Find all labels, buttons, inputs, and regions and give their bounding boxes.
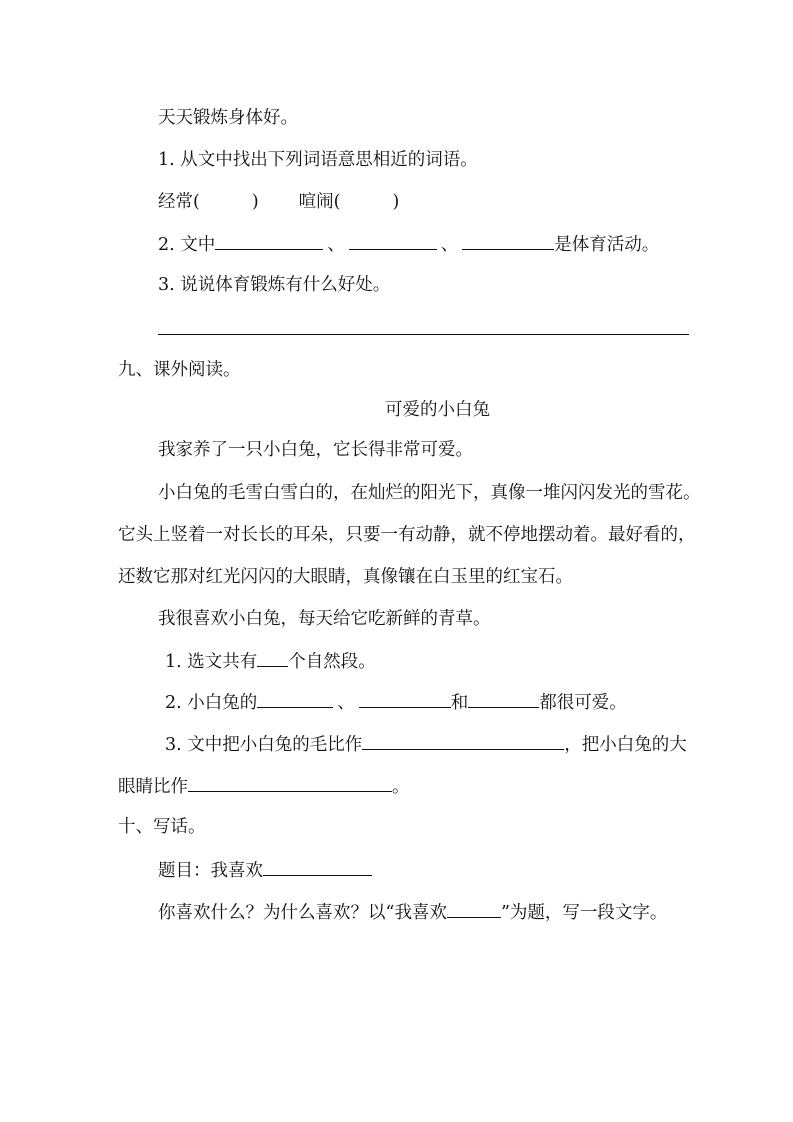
and-word: 和 <box>450 693 469 713</box>
answer-line[interactable] <box>158 334 689 335</box>
rq1-suffix: 个自然段。 <box>288 652 376 672</box>
rq2-prefix: 2. 小白兔的 <box>165 693 258 713</box>
answer-blank[interactable] <box>349 231 437 250</box>
separator: 、 <box>327 235 345 255</box>
section-10-heading: 十、写话。 <box>118 817 206 837</box>
question-1-items <box>158 190 399 214</box>
word-1: 经常( <box>158 192 200 212</box>
topic-blank[interactable] <box>263 857 372 876</box>
reading-question-2 <box>165 689 627 713</box>
writing-prompt <box>158 899 667 923</box>
answer-blank[interactable] <box>188 773 392 792</box>
topic-prefix: 题目：我喜欢 <box>158 861 263 881</box>
q2-suffix: 是体育活动。 <box>554 235 660 255</box>
question-3: 3. 说说体育锻炼有什么好处。 <box>158 275 391 295</box>
prompt-blank[interactable] <box>447 899 501 918</box>
rq1-prefix: 1. 选文共有 <box>165 652 258 672</box>
separator: 、 <box>337 693 355 713</box>
prompt-prefix: 你喜欢什么？为什么喜欢？以“我喜欢 <box>158 903 447 923</box>
section-9-heading: 九、课外阅读。 <box>118 360 241 380</box>
q2-prefix: 2. 文中 <box>158 235 216 255</box>
rq3-line2-prefix: 眼睛比作 <box>118 777 188 797</box>
paragraph: 小白兔的毛雪白雪白的，在灿烂的阳光下，真像一堆闪闪发光的雪花。 <box>158 483 701 503</box>
question-1: 1. 从文中找出下列词语意思相近的词语。 <box>158 150 478 170</box>
paren-close: ) <box>251 192 259 212</box>
rq3-mid: ，把小白兔的大 <box>564 735 687 755</box>
rq2-suffix: 都很可爱。 <box>539 693 627 713</box>
rq3-prefix: 3. 文中把小白兔的毛比作 <box>165 735 363 755</box>
writing-topic <box>158 857 372 881</box>
answer-blank[interactable] <box>468 689 539 708</box>
answer-blank[interactable] <box>362 731 564 750</box>
answer-blank[interactable] <box>215 231 323 250</box>
closing-line: 天天锻炼身体好。 <box>158 108 298 128</box>
passage-title: 可爱的小白兔 <box>385 400 490 420</box>
word-2: 喧闹( <box>298 192 341 212</box>
reading-question-3-cont <box>118 773 410 797</box>
answer-blank[interactable] <box>462 231 554 250</box>
answer-blank[interactable] <box>257 689 333 708</box>
paragraph: 它头上竖着一对长长的耳朵，只要一有动静，就不停地摆动着。最好看的， <box>118 525 696 545</box>
rq3-line2-suffix: 。 <box>392 777 410 797</box>
reading-question-1 <box>165 648 376 672</box>
prompt-suffix: ”为题，写一段文字。 <box>500 903 668 923</box>
paragraph: 还数它那对红光闪闪的大眼睛，真像镶在白玉里的红宝石。 <box>118 567 573 587</box>
answer-blank[interactable] <box>257 648 288 667</box>
reading-question-3 <box>165 731 687 755</box>
paragraph: 我家养了一只小白兔，它长得非常可爱。 <box>158 440 473 460</box>
separator: 、 <box>440 235 459 255</box>
question-2 <box>158 231 659 255</box>
paren-close: ) <box>392 192 400 212</box>
answer-blank[interactable] <box>359 689 451 708</box>
paragraph: 我很喜欢小白兔，每天给它吃新鲜的青草。 <box>158 609 491 629</box>
